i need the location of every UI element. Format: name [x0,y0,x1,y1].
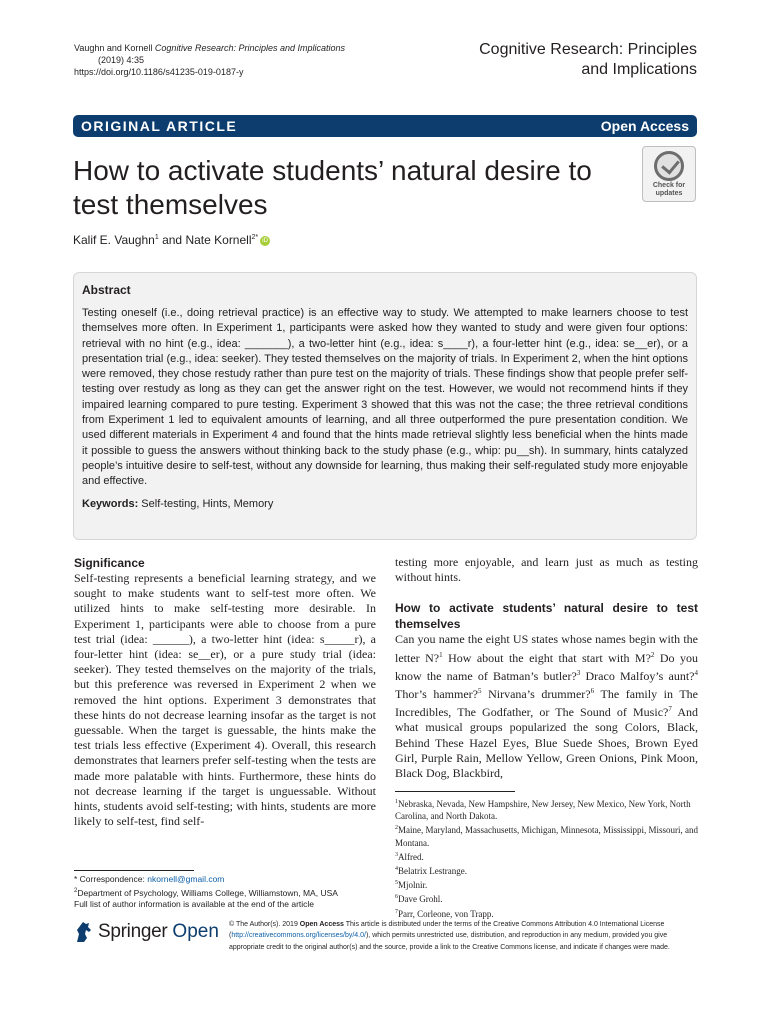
publisher-open: Open [172,921,219,942]
footnote-ref[interactable]: 2 [650,650,655,659]
author-name[interactable]: Kalif E. Vaughn [73,233,155,247]
check-for-updates-icon [654,151,684,181]
keywords-list: Self-testing, Hints, Memory [138,497,274,510]
orcid-icon[interactable]: iD [260,236,270,246]
footnote-number: 7 [395,908,398,915]
license-text-run: This article is distributed under the terms of the Creative Commons Attribution 4.0 International License ( [229,921,665,940]
affiliation: Department of Psychology, Williams College, Williamstown, MA, USA [77,887,338,898]
license-text [229,919,699,953]
journal-name-line1: Cognitive Research: Principles [479,41,697,58]
author-affil-sup: 1 [154,234,159,241]
doi-link[interactable]: https://doi.org/10.1186/s41235-019-0187-y [74,67,244,77]
footnote-text: Dave Grohl. [398,894,443,905]
footnote-rule [395,791,515,792]
text-run: And what musical groups popularized the song Colors, Black, Behind These Hazel Eyes, Blue Suede Shoes, Brown Eyed Girl, Purple Rain, Mellow Yellow, Green Onions, Pink Moon, Black Dog, Blackbird, [395,705,698,781]
author-affil-sup: 2* [251,234,259,241]
author-info-note: Full list of author information is available at the end of the article [74,898,315,909]
right-column [395,555,698,781]
footnote-ref[interactable]: 5 [478,687,482,696]
springer-horse-icon [74,920,94,944]
footnote-ref[interactable]: 1 [439,650,443,659]
journal-name-line2: and Implications [581,61,697,78]
text-run: The family in The Incredibles, The Godfather, or The Sound of Music? [395,687,698,720]
footnote-number: 2 [395,825,398,832]
footnote-ref[interactable]: 4 [694,668,699,677]
article-type-banner [73,115,697,137]
citation-authors: Vaughn and Kornell [74,43,153,53]
text-run: Thor’s hammer? [395,687,478,702]
correspondence-rule [74,870,194,871]
footnote [395,906,698,920]
text-run: Nirvana’s drummer? [481,687,591,702]
journal-name [437,40,697,80]
footnote-text: Nebraska, Nevada, New Hampshire, New Jersey, New Mexico, New York, North Carolina, and North Dakota. [395,799,691,822]
affiliation-sup: 2 [74,887,78,894]
left-column [74,555,376,829]
footnote-text: Belatrix Lestrange. [398,866,467,877]
footnote [395,796,698,822]
publisher-name: Springer [98,921,168,942]
correspondence-label: * Correspondence: [74,874,148,884]
correspondence-email[interactable]: nkornell@gmail.com [147,874,225,884]
open-access-label: Open Access [600,118,689,134]
article-type: ORIGINAL ARTICLE [81,118,238,134]
license-link[interactable]: http://creativecommons.org/licenses/by/4.0/ [231,932,366,940]
keywords-label: Keywords: [82,497,139,510]
significance-text: Self-testing represents a beneficial learning strategy, and we sought to make students want to self-test more often. We utilized hints to make self-testing more desirable. In Experiment 1, participants were able to choose from a pure test trial (idea: ______), a two-letter hint (idea: s_____r), a four-letter hint (idea: se__er), or a pure study trial (idea: seeker). They tested themselves on the majority of the trials, but this preference was reversed in Experiment 2 when we removed the hint options. Experiment 3 demonstrates that these hints do not decrease learning insofar as the target is not guessable. When the target is guessable, the hints make the test trials less effective (Experiment 4). Overall, this research demonstrates that learners prefer self-testing when the tests are made more palatable with hints. Furthermore, these hints do not decrease learning if the target is unguessable. Without hints, students avoid self-testing; with hints, students are more likely to self-test, find self- [74,571,376,829]
abstract-heading: Abstract [82,283,131,297]
footnote [395,822,698,848]
section-heading: How to activate students’ natural desire to test themselves [395,601,698,632]
footnote-number: 5 [395,880,398,887]
badge-line1: Check for [652,182,686,189]
license-prefix: © The Author(s). 2019 [229,921,300,928]
text-run: Can you name the eight US states whose names begin with the letter N? [395,632,698,665]
footnote [395,877,698,891]
footnote [395,891,698,905]
footnote-ref[interactable]: 3 [576,668,581,677]
footnote-ref[interactable]: 7 [668,705,672,714]
footnote-ref[interactable]: 6 [590,687,595,696]
footnote-number: 3 [395,851,398,858]
citation-year: (2019) 4:35 [98,55,145,65]
correspondence [74,874,376,910]
footnote-number: 6 [395,894,398,901]
text-run: How about the eight that start with M? [442,650,651,665]
abstract-box [73,272,697,540]
springer-open-logo [74,920,219,944]
footnotes [395,796,698,920]
section-paragraph [395,632,698,781]
footnote [395,863,698,877]
footnote-number: 1 [395,799,398,805]
citation-header [74,42,345,78]
footnote-text: Alfred. [398,851,424,862]
check-for-updates-badge[interactable] [642,146,696,202]
footnote-text: Mjolnir. [398,880,428,891]
keywords [82,498,688,510]
license-open-access: Open Access [299,921,344,928]
text-run: Do you know the name of Batman’s butler? [395,650,698,683]
badge-line2: updates [655,190,683,197]
significance-continued: testing more enjoyable, and learn just as much as testing without hints. [395,555,698,585]
footnote [395,849,698,863]
abstract-text: Testing oneself (i.e., doing retrieval practice) is an effective way to study. We attempted to make learners choose to test themselves more often. In Experiment 1, participants were asked how they wanted to study and were given four options: retrieval with no hint (e.g., idea: _______), a two-letter hint (e.g., idea: s____r), a four-letter hint (e.g., idea: se__er), or a presentation trial (e.g., idea: seeker). They tested themselves on the majority of trials. In Experiment 2, when the hint options were removed, they chose restudy rather than pure test on the majority of trials. These findings show that people prefer self-testing over restudy as long as they can get the answer right on the test. However, we would not recommend hints if they impaired learning compared to pure testing. Experiment 3 showed that this was not the case; the three retrieval conditions from Experiment 1 led to equivalent amounts of learning, and all three outperformed the pure presentation condition. We used different materials in Experiment 4 and found that the hints made retrieval slightly less beneficial when the hints made it possible to guess the answers without thinking back to the study phase (e.g., whip: pu__sh). In summary, hints catalyzed people’s intuitive desire to self-test, without any downside for learning, thus making their self-regulated study more enjoyable and effective. [82,307,688,488]
significance-heading: Significance [74,556,145,570]
footnote-number: 4 [395,866,398,873]
journal-italic: Cognitive Research: Principles and Implications [154,43,346,53]
author-list [73,233,270,247]
author-separator: and [158,233,186,247]
license-text-run: ), which permits unrestricted use, distribution, and reproduction in any medium, provided you give appropriate credit to the original author(s) and the source, provide a link to the Creative Commons license, and indicate if changes were made. [229,932,670,951]
text-run: Draco Malfoy’s aunt? [580,668,695,683]
author-name[interactable]: Nate Kornell [185,233,252,247]
article-title: How to activate students’ natural desire to test themselves [73,155,592,220]
footnote-text: Maine, Maryland, Massachusetts, Michigan, Minnesota, Mississippi, Missouri, and Montana. [395,825,698,848]
footnote-text: Parr, Corleone, von Trapp. [398,908,494,919]
